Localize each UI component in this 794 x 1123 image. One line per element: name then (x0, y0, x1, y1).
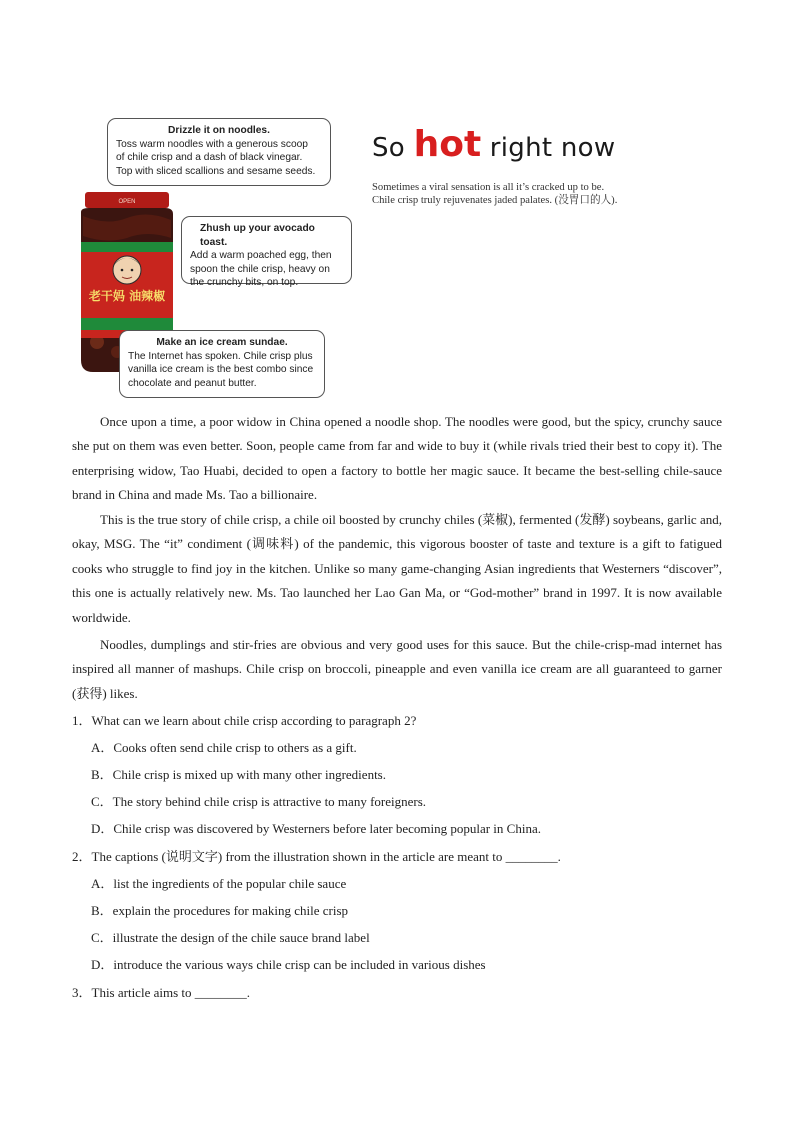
caption-line: the crunchy bits, on top. (190, 277, 299, 289)
headline-part1: So (372, 133, 406, 163)
question-1-option-b[interactable]: B．Chile crisp is mixed up with many other ingredients. (91, 767, 386, 782)
question-1-option-c[interactable]: C．The story behind chile crisp is attractive to many foreigners. (91, 794, 427, 809)
question-2-option-b[interactable]: B．explain the procedures for making chile crisp (91, 903, 349, 918)
question-3-stem: 3．This article aims to ________. (72, 985, 251, 1000)
caption-line: of chile crisp and a dash of black vinegar. (116, 152, 303, 164)
caption-drizzle-noodles (107, 118, 331, 186)
headline-hot: hot (413, 124, 482, 165)
caption-line: Add a warm poached egg, then (190, 250, 332, 262)
caption-ice-cream-sundae (119, 330, 325, 398)
question-1-option-a[interactable]: A．Cooks often send chile crisp to others as a gift. (91, 740, 357, 755)
article-subheadline: Sometimes a viral sensation is all it’s cracked up to be. Chile crisp truly rejuvenates jaded palates. (没胃口的人). (372, 182, 618, 206)
question-2-option-d[interactable]: D．introduce the various ways chile crisp can be included in various dishes (91, 957, 486, 972)
caption-line: Toss warm noodles with a generous scoop (116, 138, 308, 150)
article-paragraph-3: Noodles, dumplings and stir-fries are obvious and very good uses for this sauce. But the chile-crisp-mad internet has inspired all manner of mashups. Chile crisp on broccoli, pineapple and even vanilla ice cream are all guaranteed to garner (获得) likes. (72, 637, 722, 701)
article-paragraph-1: Once upon a time, a poor widow in China opened a noodle shop. The noodles were good, but the spicy, crunchy sauce she put on them was even better. Soon, people came from far and wide to buy it (while rivals tried their best to copy it). The enterprising widow, Tao Huabi, decided to open a factory to bottle her magic sauce. It became the best-selling chile-sauce brand in China and made Ms. Tao a billionaire. (72, 414, 722, 503)
question-1-option-d[interactable]: D．Chile crisp was discovered by Westerners before later becoming popular in China. (91, 821, 541, 836)
question-2-option-c[interactable]: C．illustrate the design of the chile sauce brand label (91, 930, 370, 945)
caption-line: vanilla ice cream is the best combo since (128, 364, 314, 376)
caption-avocado-toast (181, 216, 352, 289)
caption-title: Zhush up your avocado toast. (200, 223, 315, 248)
headline-part2: right now (489, 133, 616, 163)
question-2-option-a[interactable]: A．list the ingredients of the popular chile sauce (91, 876, 347, 891)
caption-title: Drizzle it on noodles. (168, 125, 270, 136)
caption-line: chocolate and peanut butter. (128, 377, 257, 389)
jar-label-text: 老干妈 油辣椒 (88, 289, 166, 303)
jar-lid-text: OPEN (118, 199, 136, 205)
caption-line: spoon the chile crisp, heavy on (190, 263, 330, 275)
question-1-stem: 1．What can we learn about chile crisp according to paragraph 2? (72, 713, 417, 728)
question-2-stem: 2．The captions (说明文字) from the illustration shown in the article are meant to ________. (72, 849, 561, 864)
article-headline (372, 124, 615, 165)
caption-title: Make an ice cream sundae. (156, 337, 288, 348)
caption-line: Top with sliced scallions and sesame seeds. (116, 165, 316, 177)
caption-line: The Internet has spoken. Chile crisp plus (128, 350, 313, 362)
article-paragraph-2: This is the true story of chile crisp, a chile oil boosted by crunchy chiles (菜椒), fermented (发酵) soybeans, garlic and, okay, MSG. The “it” condiment (调味料) of the pandemic, this vigorous booster of taste and texture is a gift to fatigued cooks who struggle to find joy in the kitchen. Unlike so many game-changing Asian ingredients that Westerners “discover”, this one is actually relatively new. Ms. Tao launched her Lao Gan Ma, or “God-mother” brand in 1997. It is now available worldwide. (72, 512, 722, 625)
